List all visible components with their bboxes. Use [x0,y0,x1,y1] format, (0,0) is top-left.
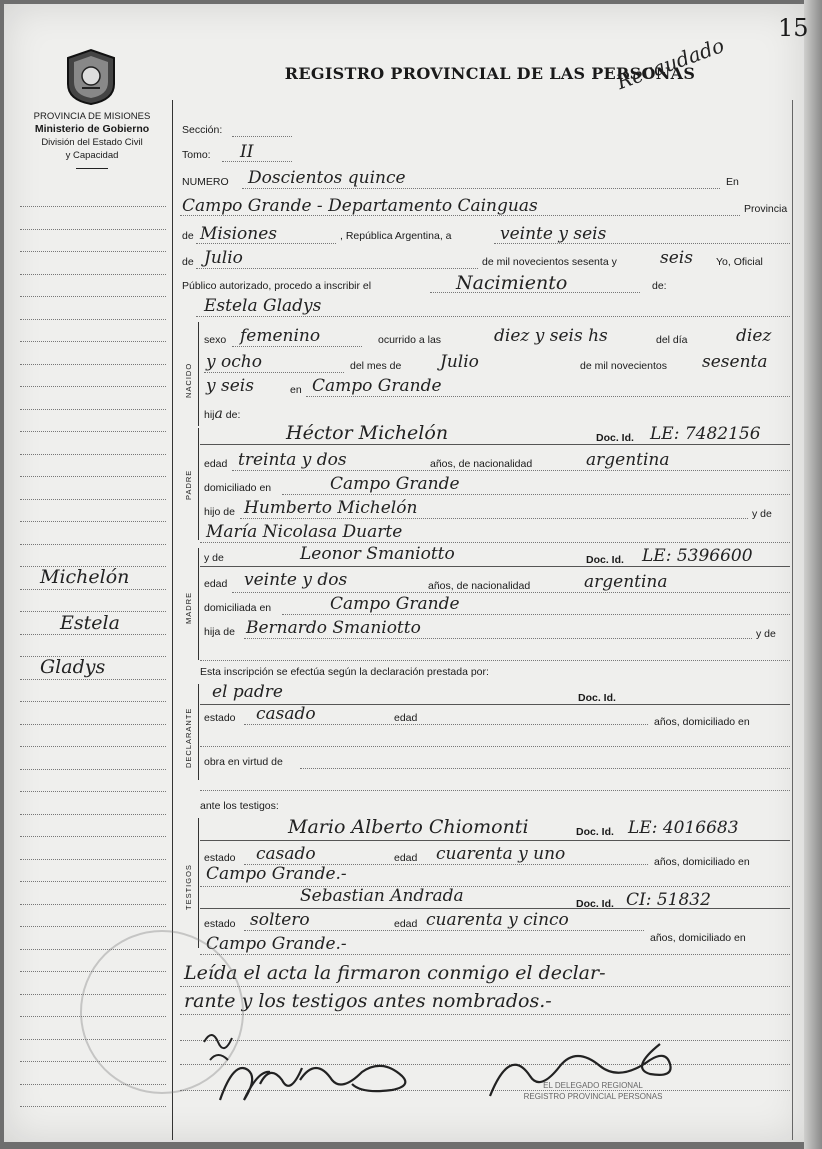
ocurrido-label: ocurrido a las [378,334,442,346]
madre-nac-value: argentina [584,572,668,592]
place-value: Campo Grande - Departamento Cainguas [182,196,538,216]
madre-section-label [184,610,193,624]
nacido-bracket [198,322,199,426]
padre-nac-value: argentina [586,450,670,470]
tomo-value: II [240,142,254,162]
testigo2-nombre: Sebastian Andrada [300,886,464,906]
mes-value: Julio [440,352,479,372]
tomo-label: Tomo: [182,149,211,161]
name-value: Estela Gladys [204,296,322,316]
del-dia-label: del día [656,334,688,346]
margin-rule-line [20,634,166,635]
padre-bracket [198,428,199,540]
testigo1-line [200,840,790,841]
padre-line [200,444,790,445]
madre-hija-label: hija de [204,626,235,638]
madre-edad-label: edad [204,578,228,590]
page-title: REGISTRO PROVINCIAL DE LAS PERSONAS [284,64,696,83]
margin-rule-line [20,251,166,252]
sexo-label: sexo [204,334,227,346]
day-line [494,243,790,244]
del-mes-label: del mes de [350,360,402,372]
madre-edad-line [232,592,790,593]
margin-rule-line [20,836,166,837]
capacity-name: y Capacidad [65,150,119,161]
margin-rule-line [20,701,166,702]
madre-nombre: Leonor Smaniotto [300,544,455,564]
closing-line-1: Leída el acta la firmaron conmigo el declar- [184,962,606,984]
madre-bracket [198,548,199,660]
testigos-bracket [198,818,199,948]
de-label: de [182,230,194,242]
margin-rule-line [20,679,166,680]
tomo-line [222,161,292,162]
oficial-label: Yo, Oficial [716,256,763,268]
obra-label: obra en virtud de [204,756,283,768]
testigo1-dom: Campo Grande.- [206,864,347,884]
dia-value-1: diez [736,326,772,346]
place-line [180,215,740,216]
declarante-edad-label: edad [394,712,418,724]
hija-suffix: a [214,406,223,422]
republica-label: , República Argentina, a [340,230,452,242]
declarante-estado-value: casado [256,704,316,724]
seccion-label: Sección: [182,124,223,136]
right-border [792,100,793,1140]
dia-value-2: y ocho [206,352,262,372]
margin-rule-line [20,859,166,860]
padre-hijo-line [240,518,748,519]
de2-label: de [182,256,194,268]
margin-rule-line [20,296,166,297]
padre-domicilio-line [282,494,790,495]
margin-rule-line [20,589,166,590]
ministry-rule [76,168,108,169]
act-line [430,292,640,293]
hija-label [204,406,240,422]
madre-domicilio-label: domiciliada en [204,602,272,614]
madre-doc-value: LE: 5396600 [642,546,753,566]
madre-anios-label: años, de nacionalidad [428,580,531,592]
obra-line [300,768,790,769]
padre-y-de-label: y de [752,508,772,520]
seal-line-2: REGISTRO PROVINCIAL PERSONAS [523,1092,663,1101]
nacido-section-label [184,384,193,398]
testigo1-nombre: Mario Alberto Chiomonti [288,816,529,838]
margin-rule-line [20,274,166,275]
numero-value: Doscientos quince [248,168,406,188]
madre-domicilio-line [282,614,790,615]
ministry-block [12,110,172,169]
margin-rule-line [20,409,166,410]
margin-rule-line [20,341,166,342]
ministry-name: Ministerio de Gobierno [34,123,150,135]
madre-y-de-label: y de [204,552,224,564]
margin-rule-line [20,499,166,500]
hora-value: diez y seis hs [494,326,608,346]
padre-domicilio-label: domiciliado en [204,482,272,494]
testigo1-edad-label: edad [394,852,418,864]
name-line [196,316,790,317]
testigo1-estado: casado [256,844,316,864]
seal-line-1: EL DELEGADO REGIONAL [543,1081,643,1090]
seccion-line [232,136,292,137]
madre-line [200,566,790,567]
anio-value-2: y seis [206,376,254,396]
margin-rule-line [20,319,166,320]
testigo2-anios-label: años, domiciliado en [650,932,746,944]
declarante-intro: Esta inscripción se efectúa según la declaración prestada por: [200,666,489,678]
margin-rule-line [20,881,166,882]
margin-rule-line [20,724,166,725]
publico-label: Público autorizado, procedo a inscribir el [182,280,372,292]
madre-hija-line [244,638,752,639]
madre-y-de2-label: y de [756,628,776,640]
declarante-anios-label: años, domiciliado en [654,716,750,728]
margin-rule-line [20,454,166,455]
hija-prefix: hij [204,409,215,421]
margin-rule-line [20,926,166,927]
province-name: PROVINCIA DE MISIONES [33,111,151,122]
testigo2-estado-label: estado [204,918,236,930]
provincial-crest-icon [64,48,118,106]
stamp-text: Recaudado [613,33,728,95]
margin-rule-line [20,521,166,522]
margin-rule-line [20,386,166,387]
numero-label: NUMERO [182,176,229,188]
madre-extra-line [200,660,790,661]
obra-line-2 [200,790,790,791]
padre-doc-value: LE: 7482156 [650,424,761,444]
page-edge [804,0,822,1149]
nacido-en-label: en [290,384,302,396]
numero-line [242,188,720,189]
madre-hija-value: Bernardo Smaniotto [246,618,421,638]
declarante-bracket [198,684,199,780]
testigo1-anios-label: años, domiciliado en [654,856,750,868]
margin-rule-line [20,769,166,770]
declarante-dom-line [200,746,790,747]
hija-de-label: de: [225,409,241,421]
testigo2-doc-label: Doc. Id. [576,898,614,910]
testigo2-estado-line [244,930,644,931]
month-value: Julio [204,248,243,268]
testigo1-edad: cuarenta y uno [436,844,566,864]
testigo2-dom: Campo Grande.- [206,934,347,954]
testigo1-dom-line [200,886,790,887]
margin-rule-line [20,431,166,432]
year-value: seis [660,248,693,268]
margin-first-name: Estela [60,612,120,634]
signatures-drawing [190,1020,730,1120]
padre-hijo-value-1: Humberto Michelón [244,498,418,518]
margin-rule-line [20,814,166,815]
de3-label: de: [652,280,667,292]
closing-line-2: rante y los testigos antes nombrados.- [184,990,552,1012]
declarante-doc-label: Doc. Id. [578,692,616,704]
month-line [196,268,478,269]
madre-edad-value: veinte y dos [244,570,348,590]
padre-domicilio-value: Campo Grande [330,474,460,494]
testigo2-dom-line [200,954,790,955]
margin-rule-line [20,229,166,230]
testigo2-edad: cuarenta y cinco [426,910,569,930]
margin-surname: Michelón [40,566,130,588]
division-name: División del Estado Civil [41,137,143,148]
testigo1-estado-label: estado [204,852,236,864]
act-value: Nacimiento [456,272,568,294]
province-line [196,243,336,244]
mil-label: de mil novecientos [580,360,667,372]
year-label: de mil novecientos sesenta y [482,256,617,268]
margin-second-name: Gladys [40,656,106,678]
declarante-estado-line [244,724,648,725]
closing-line-b [180,1014,790,1015]
madre-doc-label: Doc. Id. [586,554,624,566]
province-value: Misiones [200,224,277,244]
margin-rule-line [20,791,166,792]
page-number: 15 [778,14,809,42]
margin-rule-line [20,364,166,365]
testigo1-doc: LE: 4016683 [628,818,739,838]
margin-rule-line [20,1106,166,1107]
declarante-estado-label: estado [204,712,236,724]
margin-rule-line [20,904,166,905]
padre-doc-label: Doc. Id. [596,432,634,444]
declarante-section-label [184,754,193,768]
padre-anios-label: años, de nacionalidad [430,458,533,470]
margin-rule-line [20,206,166,207]
testigo2-edad-label: edad [394,918,418,930]
padre-section-label [184,486,193,500]
testigo1-doc-label: Doc. Id. [576,826,614,838]
sexo-value: femenino [240,326,321,346]
testigo2-estado: soltero [250,910,310,930]
sexo-line [232,346,362,347]
testigo2-doc: CI: 51832 [626,890,711,910]
declarante-nombre: el padre [212,682,283,702]
testigos-intro: ante los testigos: [200,800,279,812]
padre-edad-label: edad [204,458,228,470]
margin-rule-line [20,476,166,477]
closing-line-a [180,986,790,987]
margin-rule-line [20,746,166,747]
en-label: En [726,176,739,188]
lugar-line [306,396,790,397]
padre-hijo-label: hijo de [204,506,235,518]
padre-hijo-value-2: María Nicolasa Duarte [206,522,403,542]
day-value: veinte y seis [500,224,607,244]
padre-nombre: Héctor Michelón [286,422,449,444]
madre-domicilio-value: Campo Grande [330,594,460,614]
dia-line [204,372,344,373]
anio-value-1: sesenta [702,352,768,372]
testigos-section-label [184,896,193,910]
lugar-value: Campo Grande [312,376,442,396]
padre-edad-value: treinta y dos [238,450,347,470]
registry-seal [488,1080,698,1102]
padre-hijo-line-2 [200,542,790,543]
provincia-label: Provincia [744,203,788,215]
padre-edad-line [232,470,790,471]
margin-rule-line [20,544,166,545]
